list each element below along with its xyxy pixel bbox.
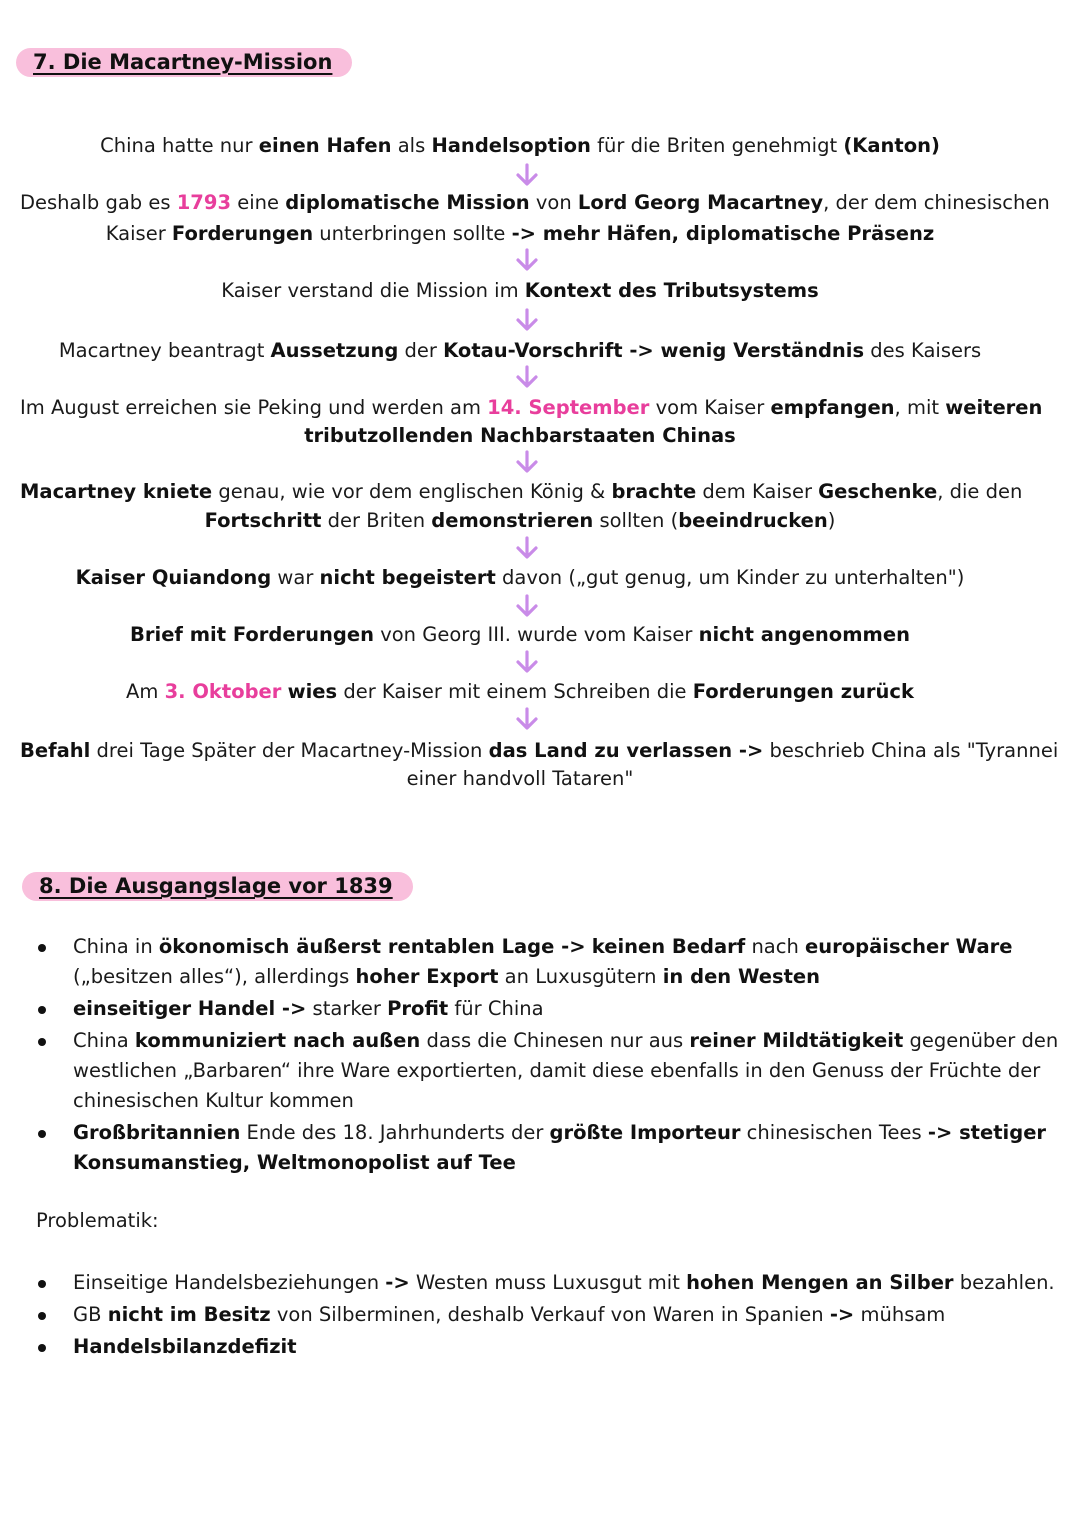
arrow-down-icon [513,308,541,332]
text-run: Einseitige Handelsbeziehungen [73,1271,386,1294]
bold-text-run: Großbritannien [73,1121,241,1144]
text-run: des Kaisers [864,339,982,362]
flow-line [20,477,1023,506]
text-run: dem Kaiser [696,480,819,503]
flow-line [20,421,1020,450]
text-run: dass die Chinesen nur aus [420,1029,690,1052]
text-run: Macartney beantragt [58,339,271,362]
list-item [36,1332,1066,1362]
text-run: bezahlen. [953,1271,1055,1294]
arrow-down-icon [513,650,541,674]
text-run: für die Briten genehmigt [590,134,844,157]
bold-text-run: -> [385,1271,410,1294]
text-run: an Luxusgütern [498,965,663,988]
section-7-title: 7. Die Macartney-Mission [33,50,333,74]
flow-line [20,563,1020,592]
text-run: unterbringen sollte [313,222,512,245]
text-run: einer handvoll Tataren" [406,767,634,790]
text-run: mühsam [854,1303,946,1326]
text-run: nach [745,935,806,958]
bold-text-run: größte Importeur [549,1121,741,1144]
arrow-down-icon [513,707,541,731]
bold-text-run: reiner Mildtätigkeit [689,1029,904,1052]
text-run: der [398,339,444,362]
bold-text-run: weiteren [945,396,1043,419]
text-run: der Briten [321,509,432,532]
bold-text-run: Profit [387,997,449,1020]
bold-text-run: ökonomisch äußerst rentablen Lage -> [158,935,586,958]
bold-text-run: Fortschritt [204,509,322,532]
bold-text-run: keinen Bedarf [591,935,746,958]
problematik-list [36,1268,1066,1364]
text-run: GB [73,1303,108,1326]
flow-line [20,677,1020,706]
bold-text-run: Aussetzung [270,339,399,362]
text-run: , mit [894,396,946,419]
arrow-down-icon [513,248,541,272]
bold-text-run: Handelsbilanzdefizit [73,1335,297,1358]
bold-text-run: das Land zu verlassen -> [488,739,764,762]
text-run: Kaiser [105,222,172,245]
bold-text-run: -> mehr Häfen, diplomatische Präsenz [511,222,935,245]
bold-text-run: nicht im Besitz [107,1303,271,1326]
flow-line [20,764,1020,793]
section-8-title: 8. Die Ausgangslage vor 1839 [39,874,393,898]
text-run: („besitzen alles“), allerdings [73,965,356,988]
ausgangslage-list [36,932,1066,1180]
list-item [36,1300,1066,1330]
bold-text-run: Kontext des Tributsystems [524,279,819,302]
bold-text-run: Forderungen [171,222,314,245]
bold-text-run: Befahl [20,739,91,762]
bold-text-run: -> stetiger Konsumanstieg, Weltmonopolist auf Tee [73,1121,1047,1174]
bold-text-run: (Kanton) [843,134,940,157]
text-run: China hatte nur [100,134,259,157]
bold-text-run: Brief mit Forderungen [130,623,374,646]
highlight-text-run: 1793 [176,191,232,214]
bold-text-run: diplomatische Mission [285,191,530,214]
text-run: China [73,1029,135,1052]
text-run: drei Tage Später der Macartney-Mission [90,739,489,762]
text-run: , die den [937,480,1023,503]
bold-text-run: -> [829,1303,855,1326]
arrow-down-icon [513,365,541,389]
arrow-down-icon [513,594,541,618]
text-run: gegenüber den westlichen „Barbaren“ ihre Ware exportierten, damit diese ebenfalls in den Genuss der Früchte der chinesischen Kultur kommen [73,1029,1059,1112]
highlight-text-run: 3. Oktober [164,680,282,703]
bold-text-run: Kotau-Vorschrift -> wenig Verständnis [443,339,865,362]
text-run: Ende des 18. Jahrhunderts der [240,1121,550,1144]
bold-text-run: Lord Georg Macartney [577,191,824,214]
text-run: war [271,566,320,589]
text-run: , der dem chinesischen [823,191,1050,214]
bold-text-run: hoher Export [355,965,499,988]
text-run: davon („gut genug, um Kinder zu unterhalten") [495,566,965,589]
bold-text-run: hohen Mengen an Silber [686,1271,954,1294]
list-item [36,994,1066,1024]
text-run: Westen muss Luxusgut mit [409,1271,687,1294]
section-7-heading [16,48,352,77]
flow-line [20,131,1020,160]
text-run: als [391,134,432,157]
bold-text-run: demonstrieren [431,509,594,532]
bold-text-run: kommuniziert nach außen [134,1029,421,1052]
text-run: von [529,191,578,214]
text-run: von Silberminen, deshalb Verkauf von Waren in Spanien [270,1303,830,1326]
bold-text-run: Macartney kniete [20,480,213,503]
text-run: chinesischen Tees [740,1121,928,1144]
text-run: Am [126,680,165,703]
text-run: starker [306,997,388,1020]
text-run: beschrieb China als "Tyrannei [763,739,1059,762]
list-item [36,932,1066,992]
arrow-down-icon [513,450,541,474]
list-item [36,1118,1066,1178]
flow-line [20,276,1020,305]
bold-text-run: wies [287,680,338,703]
arrow-down-icon [513,163,541,187]
bold-text-run: Handelsoption [431,134,591,157]
bold-text-run: Kaiser Quiandong [75,566,272,589]
bold-text-run: Geschenke [818,480,938,503]
text-run: genau, wie vor dem englischen König & [212,480,612,503]
bold-text-run: Forderungen zurück [692,680,914,703]
problematik-label: Problematik: [36,1209,159,1232]
list-item [36,1268,1066,1298]
flow-line [20,393,1043,422]
text-run: Kaiser verstand die Mission im [221,279,525,302]
bold-text-run: europäischer Ware [805,935,1013,958]
flow-line [20,736,1059,765]
bold-text-run: nicht begeistert [319,566,496,589]
text-run: vom Kaiser [649,396,771,419]
text-run: von Georg III. wurde vom Kaiser [374,623,699,646]
flow-line [20,620,1020,649]
text-run: für China [448,997,544,1020]
bold-text-run: beeindrucken [678,509,828,532]
text-run: Deshalb gab es [20,191,177,214]
bold-text-run: einseitiger Handel -> [73,997,307,1020]
list-item [36,1026,1066,1116]
bold-text-run: einen Hafen [258,134,392,157]
text-run: China in [73,935,159,958]
bold-text-run: empfangen [770,396,895,419]
section-8-heading [22,872,413,901]
bold-text-run: brachte [611,480,697,503]
text-run: ) [827,509,836,532]
flow-line [20,506,1020,535]
text-run: sollten ( [593,509,679,532]
text-run: Im August erreichen sie Peking und werden am [20,396,488,419]
text-run: eine [231,191,286,214]
bold-text-run: nicht angenommen [698,623,910,646]
flow-line [20,188,1050,217]
flow-line [20,336,1020,365]
flow-line [20,219,1020,248]
bold-text-run: in den Westen [662,965,821,988]
highlight-text-run: 14. September [487,396,650,419]
bold-text-run: tributzollenden Nachbarstaaten Chinas [304,424,736,447]
arrow-down-icon [513,536,541,560]
text-run: der Kaiser mit einem Schreiben die [337,680,693,703]
